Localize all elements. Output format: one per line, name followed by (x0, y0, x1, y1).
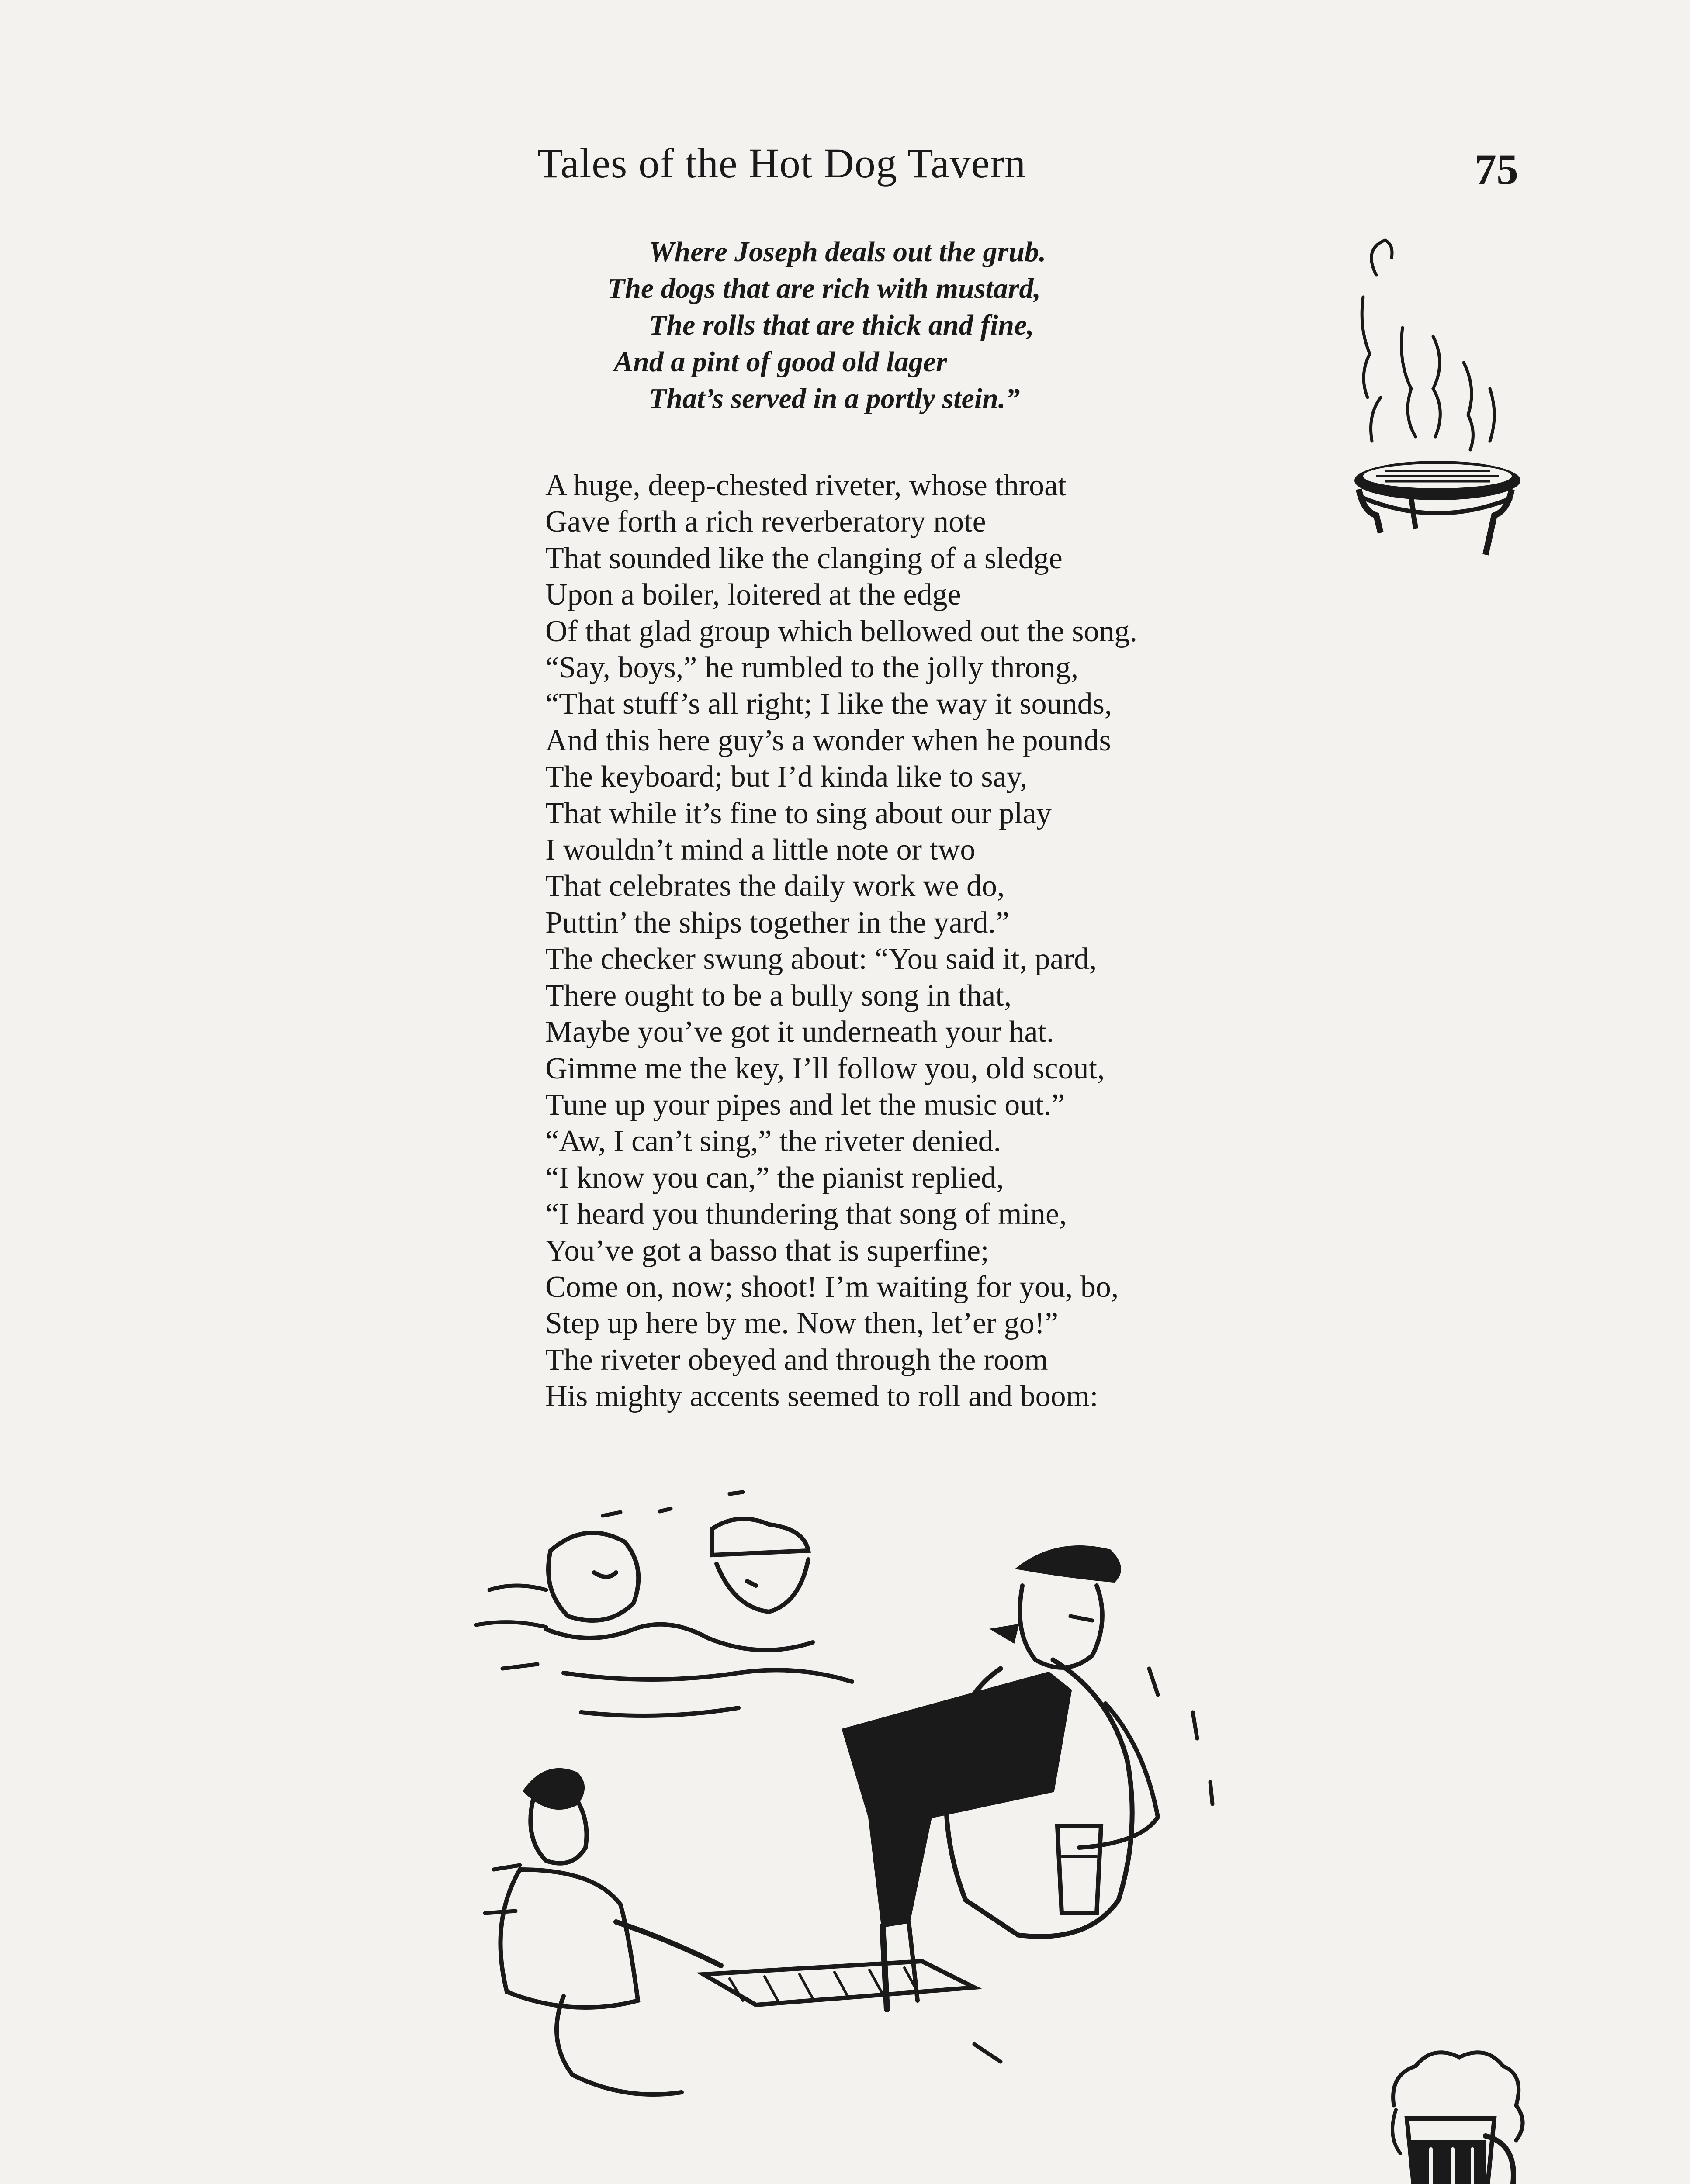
verse-line: The rolls that are thick and fine, (649, 309, 1034, 341)
poem-line: I wouldn’t mind a little note or two (545, 833, 976, 867)
poem-line: That sounded like the clanging of a sledge (545, 541, 1063, 575)
poem-line: And this here guy’s a wonder when he pounds (545, 723, 1111, 757)
poem-line: Of that glad group which bellowed out the song. (545, 614, 1138, 648)
poem-line: Puttin’ the ships together in the yard.” (545, 905, 1010, 940)
poem-line: His mighty accents seemed to roll and boom: (545, 1379, 1098, 1413)
poem-line: You’ve got a basso that is superfine; (545, 1234, 989, 1268)
poem-line: That celebrates the daily work we do, (545, 869, 1005, 903)
opening-verse (607, 234, 1046, 417)
poem-line: That while it’s fine to sing about our play (545, 796, 1052, 830)
hot-dog-grill-icon (1346, 232, 1529, 581)
poem-line: Gave forth a rich reverberatory note (545, 505, 986, 539)
verse-line: The dogs that are rich with mustard, (607, 273, 1041, 304)
poem-line: Come on, now; shoot! I’m waiting for you, bo, (545, 1270, 1119, 1304)
poem-line: Gimme me the key, I’ll follow you, old scout, (545, 1051, 1105, 1085)
page-number: 75 (1475, 145, 1518, 194)
piano-scene-illustration (450, 1485, 1280, 2132)
poem-line: A huge, deep-chested riveter, whose throat (545, 469, 1067, 502)
poem-line: “I know you can,” the pianist replied, (545, 1161, 1004, 1195)
beer-stein-icon (1354, 2044, 1547, 2184)
poem-line: Step up here by me. Now then, let’er go!” (545, 1306, 1059, 1341)
poem-line: Upon a boiler, loitered at the edge (545, 578, 961, 612)
running-title: Tales of the Hot Dog Tavern (537, 140, 1026, 187)
poem-line: Tune up your pipes and let the music out.” (545, 1088, 1065, 1122)
poem-line: The checker swung about: “You said it, pard, (545, 942, 1097, 976)
verse-line: And a pint of good old lager (614, 346, 947, 378)
poem-line: “That stuff’s all right; I like the way it sounds, (545, 687, 1112, 721)
poem-line: “Aw, I can’t sing,” the riveter denied. (545, 1124, 1001, 1158)
verse-line: Where Joseph deals out the grub. (649, 236, 1046, 268)
poem-line: There ought to be a bully song in that, (545, 978, 1012, 1013)
poem-line: “I heard you thundering that song of mine, (545, 1197, 1067, 1231)
poem-body (545, 467, 1137, 1415)
verse-line: That’s served in a portly stein.” (649, 383, 1020, 415)
poem-line: The riveter obeyed and through the room (545, 1343, 1048, 1377)
poem-line: The keyboard; but I’d kinda like to say, (545, 760, 1028, 794)
poem-line: Maybe you’ve got it underneath your hat. (545, 1015, 1054, 1049)
poem-line: “Say, boys,” he rumbled to the jolly throng, (545, 651, 1079, 685)
